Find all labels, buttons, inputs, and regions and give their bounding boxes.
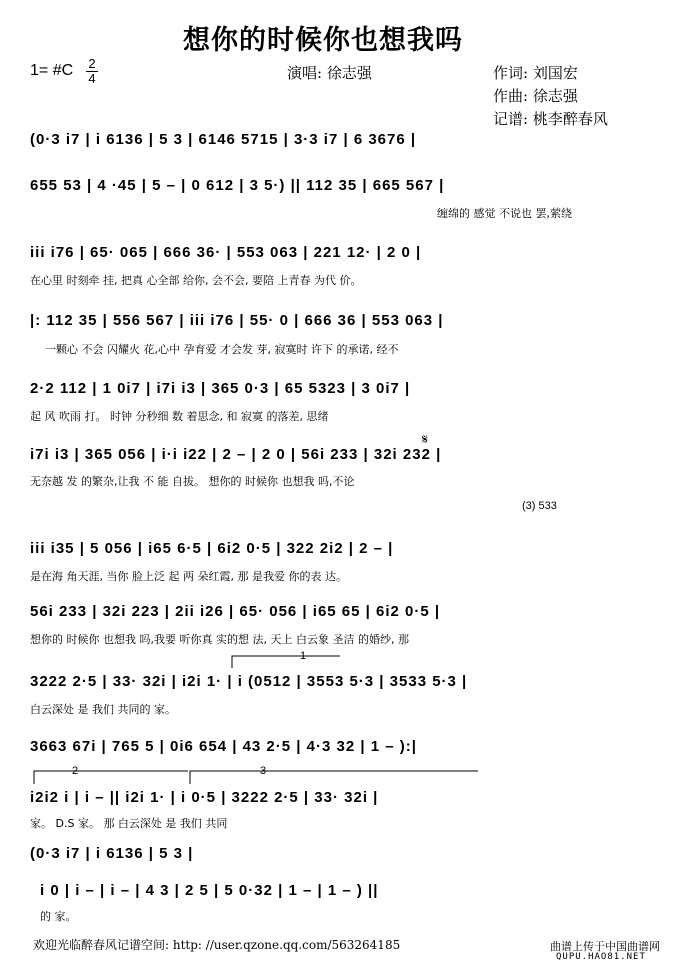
notation-line-9: 3222 2·5 | 33· 32i | i2i 1· | i (0512 | 3553 5·3 | 3533 5·3 | — [30, 673, 468, 690]
time-signature-bottom: 4 — [88, 71, 96, 86]
footer-link-text: 欢迎光临醉春风记谱空间: http: //user.qzone.qq.com/563264185 — [33, 938, 401, 952]
volta-1-number: 1 — [300, 650, 307, 662]
lyrics-line-6: 无奈越 发 的繁杂,让我 不 能 自拔。 想你的 时候你 也想我 吗,不论 — [30, 475, 355, 488]
lyrics-line-2: 缠绵的 感觉 不说也 罢,萦绕 — [437, 207, 572, 220]
volta-3-bracket — [190, 771, 478, 784]
lyrics-line-13: 的 家。 — [40, 910, 77, 923]
segno-icon: 𝄋 — [422, 432, 429, 448]
lyrics-line-3: 在心里 时刻牵 挂, 把真 心全部 给你, 会不会, 要陪 上青春 为代 价。 — [30, 274, 362, 287]
lyrics-line-8: 想你的 时候你 也想我 吗,我要 听你真 实的想 法, 天上 白云象 圣洁 的婚纱, 那 — [30, 633, 409, 646]
song-title: 想你的时候你也想我吗 — [183, 25, 463, 56]
key-signature: 1= #C — [30, 62, 74, 79]
time-signature-top: 2 — [88, 56, 96, 71]
notation-line-5: 2·2 112 | 1 0i7 | i7i i3 | 365 0·3 | 65 5323 | 3 0i7 | — [30, 380, 411, 397]
lyrics-line-11: 家。 D.S 家。 那 白云深处 是 我们 共同 — [30, 817, 228, 830]
notation-line-6: i7i i3 | 365 056 | i·i i22 | 2 – | 2 0 | 56i 233 | 32i 232 | — [30, 446, 442, 463]
notation-line-7: iii i35 | 5 056 | i65 6·5 | 6i2 0·5 | 322 2i2 | 2 – | — [30, 540, 394, 557]
volta-2-number: 2 — [72, 765, 79, 777]
notation-line-4: |: 112 35 | 556 567 | iii i76 | 55· 0 | 666 36 | 553 063 | — [30, 312, 444, 329]
lyrics-line-7: 是在海 角天涯, 当你 脸上泛 起 两 朵红霞, 那 是我爱 你的表 达。 — [30, 570, 347, 583]
notation-line-11: i2i2 i | i – || i2i 1· | i 0·5 | 3222 2·5 | 33· 32i | — [30, 789, 379, 806]
notation-line-3: iii i76 | 65· 065 | 666 36· | 553 063 | 221 12· | 2 0 | — [30, 244, 422, 261]
notation-line-1: (0·3 i7 | i 6136 | 5 3 | 6146 5715 | 3·3 i7 | 6 3676 | — [30, 131, 417, 148]
lyrics-line-5: 起 风 吹雨 打。 时钟 分秒细 数 着思念, 和 寂寞 的落差, 思绪 — [30, 410, 329, 423]
notation-line-8: 56i 233 | 32i 223 | 2ii i26 | 65· 056 | i65 65 | 6i2 0·5 | — [30, 603, 441, 620]
volta-1-bracket — [232, 656, 340, 668]
notation-line-12: (0·3 i7 | i 6136 | 5 3 | — [30, 845, 194, 862]
volta-3-number: 3 — [260, 765, 267, 777]
site-credit-domain: QUPU.HAO81.NET — [556, 952, 646, 962]
alternate-notes: (3) 533 — [522, 500, 557, 512]
composer-credit: 作曲: 徐志强 — [493, 87, 578, 105]
notation-line-2: 655 53 | 4 ·45 | 5 – | 0 612 | 3 5·) || 112 35 | 665 567 | — [30, 177, 445, 194]
volta-2-bracket — [34, 771, 188, 784]
lyrics-line-9: 白云深处 是 我们 共同的 家。 — [30, 703, 176, 716]
notation-line-10: 3663 67i | 765 5 | 0i6 654 | 43 2·5 | 4·3 32 | 1 – ):| — [30, 738, 417, 755]
singer-credit: 演唱: 徐志强 — [287, 64, 372, 82]
transcriber-credit: 记谱: 桃李醉春风 — [493, 110, 608, 128]
site-credit: 曲谱上传于中国曲谱网 — [550, 940, 660, 953]
notation-line-13: i 0 | i – | i – | 4 3 | 2 5 | 5 0·32 | 1 – | 1 – ) || — [40, 882, 379, 899]
lyrics-line-4: 一颗心 不会 闪耀火 花,心中 孕育爱 才会发 芽, 寂寞时 许下 的承诺, 经不 — [45, 343, 399, 356]
lyricist-credit: 作词: 刘国宏 — [493, 64, 578, 82]
